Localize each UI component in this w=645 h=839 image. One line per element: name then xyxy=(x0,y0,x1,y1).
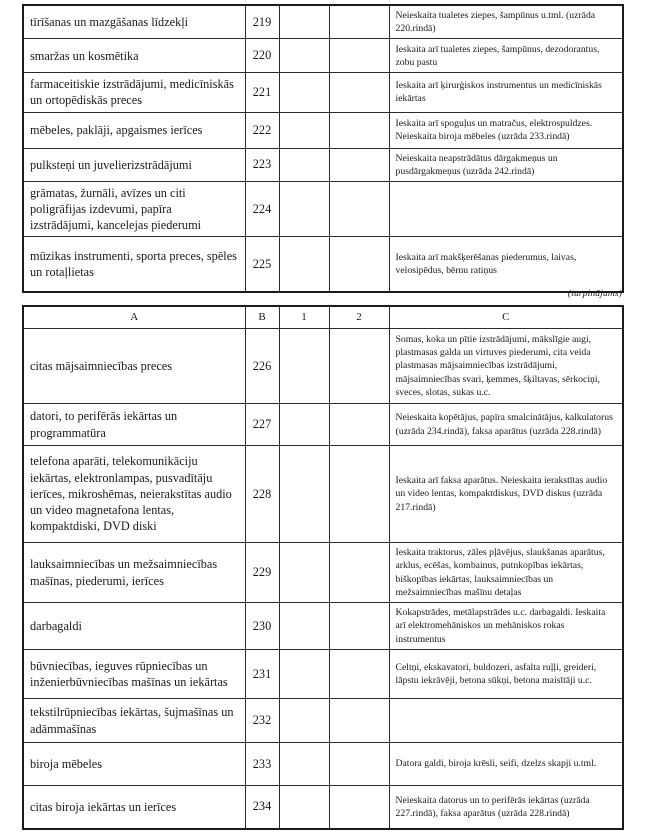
row-code-cell: 231 xyxy=(245,650,279,699)
table-row xyxy=(23,5,623,39)
row-value-cell-2[interactable] xyxy=(329,181,389,237)
row-note-cell xyxy=(389,181,623,237)
column-header-c: C xyxy=(389,306,623,329)
row-label-cell: būvniecības, ieguves rūpniecības un inženierbūvniecības mašīnas un iekārtas xyxy=(23,650,245,699)
row-label-cell: tekstilrūpniecības iekārtas, šujmašīnas un adāmmašīnas xyxy=(23,699,245,743)
row-code-cell: 223 xyxy=(245,148,279,181)
row-label-cell: pulksteņi un juvelierizstrādājumi xyxy=(23,148,245,181)
row-note-cell: Ieskaita arī makšķerēšanas piederumus, laivas, velosipēdus, bērnu ratiņus xyxy=(389,237,623,292)
row-code-cell: 233 xyxy=(245,743,279,786)
row-value-cell-1[interactable] xyxy=(279,786,329,829)
row-code-cell: 229 xyxy=(245,543,279,603)
row-note-cell: Somas, koka un pītie izstrādājumi, mākslīgie augi, plastmasas galda un virtuves piederumi, cita veida plastmasas mājsaimniecības izstrādājumi, mājsaimniecības svari, ķemmes, šķiltavas, sērkociņi, sveces, slotas, sukas u.c. xyxy=(389,329,623,404)
row-note-cell: Neieskaita tualetes ziepes, šampūnus u.tml. (uzrāda 220.rindā) xyxy=(389,5,623,39)
row-value-cell-2[interactable] xyxy=(329,743,389,786)
column-header-b: B xyxy=(245,306,279,329)
row-value-cell-1[interactable] xyxy=(279,699,329,743)
table-row xyxy=(23,446,623,543)
row-label-cell: citas mājsaimniecības preces xyxy=(23,329,245,404)
row-value-cell-2[interactable] xyxy=(329,148,389,181)
row-value-cell-2[interactable] xyxy=(329,404,389,446)
table-row xyxy=(23,39,623,73)
row-label-cell: lauksaimniecības un mežsaimniecības mašīnas, piederumi, ierīces xyxy=(23,543,245,603)
row-note-cell xyxy=(389,699,623,743)
row-code-cell: 224 xyxy=(245,181,279,237)
table-row xyxy=(23,650,623,699)
table-row xyxy=(23,112,623,148)
row-value-cell-2[interactable] xyxy=(329,699,389,743)
row-value-cell-2[interactable] xyxy=(329,603,389,650)
row-value-cell-2[interactable] xyxy=(329,39,389,73)
table-row xyxy=(23,786,623,829)
row-value-cell-1[interactable] xyxy=(279,743,329,786)
row-value-cell-1[interactable] xyxy=(279,5,329,39)
row-label-cell: grāmatas, žurnāli, avīzes un citi poligrāfijas izdevumi, papīra izstrādājumi, kancelejas piederumi xyxy=(23,181,245,237)
table-row xyxy=(23,743,623,786)
row-code-cell: 228 xyxy=(245,446,279,543)
table-row xyxy=(23,603,623,650)
row-value-cell-1[interactable] xyxy=(279,148,329,181)
row-label-cell: telefona aparāti, telekomunikāciju iekārtas, elektronlampas, pusvadītāju ierīces, mikroshēmas, neierakstītas audio un video magnetafona lentas, kompaktdiski, DVD diski xyxy=(23,446,245,543)
row-code-cell: 232 xyxy=(245,699,279,743)
row-note-cell: Kokapstrādes, metālapstrādes u.c. darbagaldi. Ieskaita arī elektromehāniskos un mehāniskos rokas instrumentus xyxy=(389,603,623,650)
table-row xyxy=(23,148,623,181)
row-value-cell-1[interactable] xyxy=(279,603,329,650)
row-value-cell-2[interactable] xyxy=(329,112,389,148)
row-label-cell: mūzikas instrumenti, sporta preces, spēles un rotaļlietas xyxy=(23,237,245,292)
row-code-cell: 227 xyxy=(245,404,279,446)
table-row xyxy=(23,543,623,603)
row-label-cell: biroja mēbeles xyxy=(23,743,245,786)
row-note-cell: Ieskaita arī ķirurģiskos instrumentus un medicīniskās iekārtas xyxy=(389,73,623,112)
row-value-cell-1[interactable] xyxy=(279,329,329,404)
row-code-cell: 234 xyxy=(245,786,279,829)
table-row xyxy=(23,329,623,404)
row-value-cell-1[interactable] xyxy=(279,237,329,292)
row-value-cell-1[interactable] xyxy=(279,543,329,603)
row-label-cell: mēbeles, paklāji, apgaismes ierīces xyxy=(23,112,245,148)
classification-table-top-block xyxy=(22,4,624,293)
row-code-cell: 222 xyxy=(245,112,279,148)
row-value-cell-1[interactable] xyxy=(279,73,329,112)
table-row xyxy=(23,404,623,446)
row-label-cell: smaržas un kosmētika xyxy=(23,39,245,73)
column-header-a: A xyxy=(23,306,245,329)
row-label-cell: datori, to perifērās iekārtas un programmatūra xyxy=(23,404,245,446)
row-label-cell: citas biroja iekārtas un ierīces xyxy=(23,786,245,829)
table-header-row xyxy=(23,306,623,329)
column-header-2: 2 xyxy=(329,306,389,329)
row-note-cell: Datora galdi, biroja krēsli, seifi, dzelzs skapji u.tml. xyxy=(389,743,623,786)
row-value-cell-1[interactable] xyxy=(279,404,329,446)
row-value-cell-1[interactable] xyxy=(279,112,329,148)
row-code-cell: 221 xyxy=(245,73,279,112)
row-value-cell-1[interactable] xyxy=(279,650,329,699)
classification-table-top xyxy=(22,4,624,293)
row-code-cell: 226 xyxy=(245,329,279,404)
row-value-cell-2[interactable] xyxy=(329,786,389,829)
row-code-cell: 225 xyxy=(245,237,279,292)
row-note-cell: Ieskaita arī faksa aparātus. Neieskaita ierakstītas audio un video lentas, kompaktdiskus, DVD diskus (uzrāda 217.rindā) xyxy=(389,446,623,543)
column-header-1: 1 xyxy=(279,306,329,329)
row-code-cell: 220 xyxy=(245,39,279,73)
row-value-cell-2[interactable] xyxy=(329,543,389,603)
table-row xyxy=(23,73,623,112)
classification-table-bottom-block xyxy=(22,305,624,830)
row-label-cell: tīrīšanas un mazgāšanas līdzekļi xyxy=(23,5,245,39)
table-row xyxy=(23,181,623,237)
classification-table-bottom xyxy=(22,305,624,830)
row-value-cell-2[interactable] xyxy=(329,446,389,543)
row-note-cell: Neieskaita neapstrādātus dārgakmeņus un pusdārgakmeņus (uzrāda 242.rindā) xyxy=(389,148,623,181)
row-value-cell-2[interactable] xyxy=(329,73,389,112)
row-code-cell: 230 xyxy=(245,603,279,650)
table-row xyxy=(23,237,623,292)
row-note-cell: Ieskaita arī tualetes ziepes, šampūnus, dezodorantus, zobu pastu xyxy=(389,39,623,73)
row-value-cell-2[interactable] xyxy=(329,329,389,404)
row-value-cell-1[interactable] xyxy=(279,39,329,73)
row-code-cell: 219 xyxy=(245,5,279,39)
table-row xyxy=(23,699,623,743)
continuation-label: (turpinājums) xyxy=(567,288,622,299)
row-note-cell: Ieskaita arī spoguļus un matračus, elektrospuldzes. Neieskaita biroja mēbeles (uzrāda 233.rindā) xyxy=(389,112,623,148)
row-label-cell: farmaceitiskie izstrādājumi, medicīniskās un ortopēdiskās preces xyxy=(23,73,245,112)
row-note-cell: Ieskaita traktorus, zāles pļāvējus, slaukšanas aparātus, arklus, ecēšas, kombainus, putnkopības iekārtas, biškopības iekārtas, lauksaimniecības un mežsaimniecības mašīnu detaļas xyxy=(389,543,623,603)
row-note-cell: Neieskaita datorus un to perifērās iekārtas (uzrāda 227.rindā), faksa aparātus (uzrāda 228.rindā) xyxy=(389,786,623,829)
row-value-cell-2[interactable] xyxy=(329,5,389,39)
row-value-cell-2[interactable] xyxy=(329,650,389,699)
row-value-cell-1[interactable] xyxy=(279,446,329,543)
row-label-cell: darbagaldi xyxy=(23,603,245,650)
row-note-cell: Neieskaita kopētājus, papīra smalcinātājus, kalkulatorus (uzrāda 234.rindā), faksa aparātus (uzrāda 228.rindā) xyxy=(389,404,623,446)
row-value-cell-2[interactable] xyxy=(329,237,389,292)
row-note-cell: Celtņi, ekskavatori, buldozeri, asfalta ruļļi, greideri, lāpstu iekrāvēji, betona sūkņi, betona maisītāji u.c. xyxy=(389,650,623,699)
row-value-cell-1[interactable] xyxy=(279,181,329,237)
